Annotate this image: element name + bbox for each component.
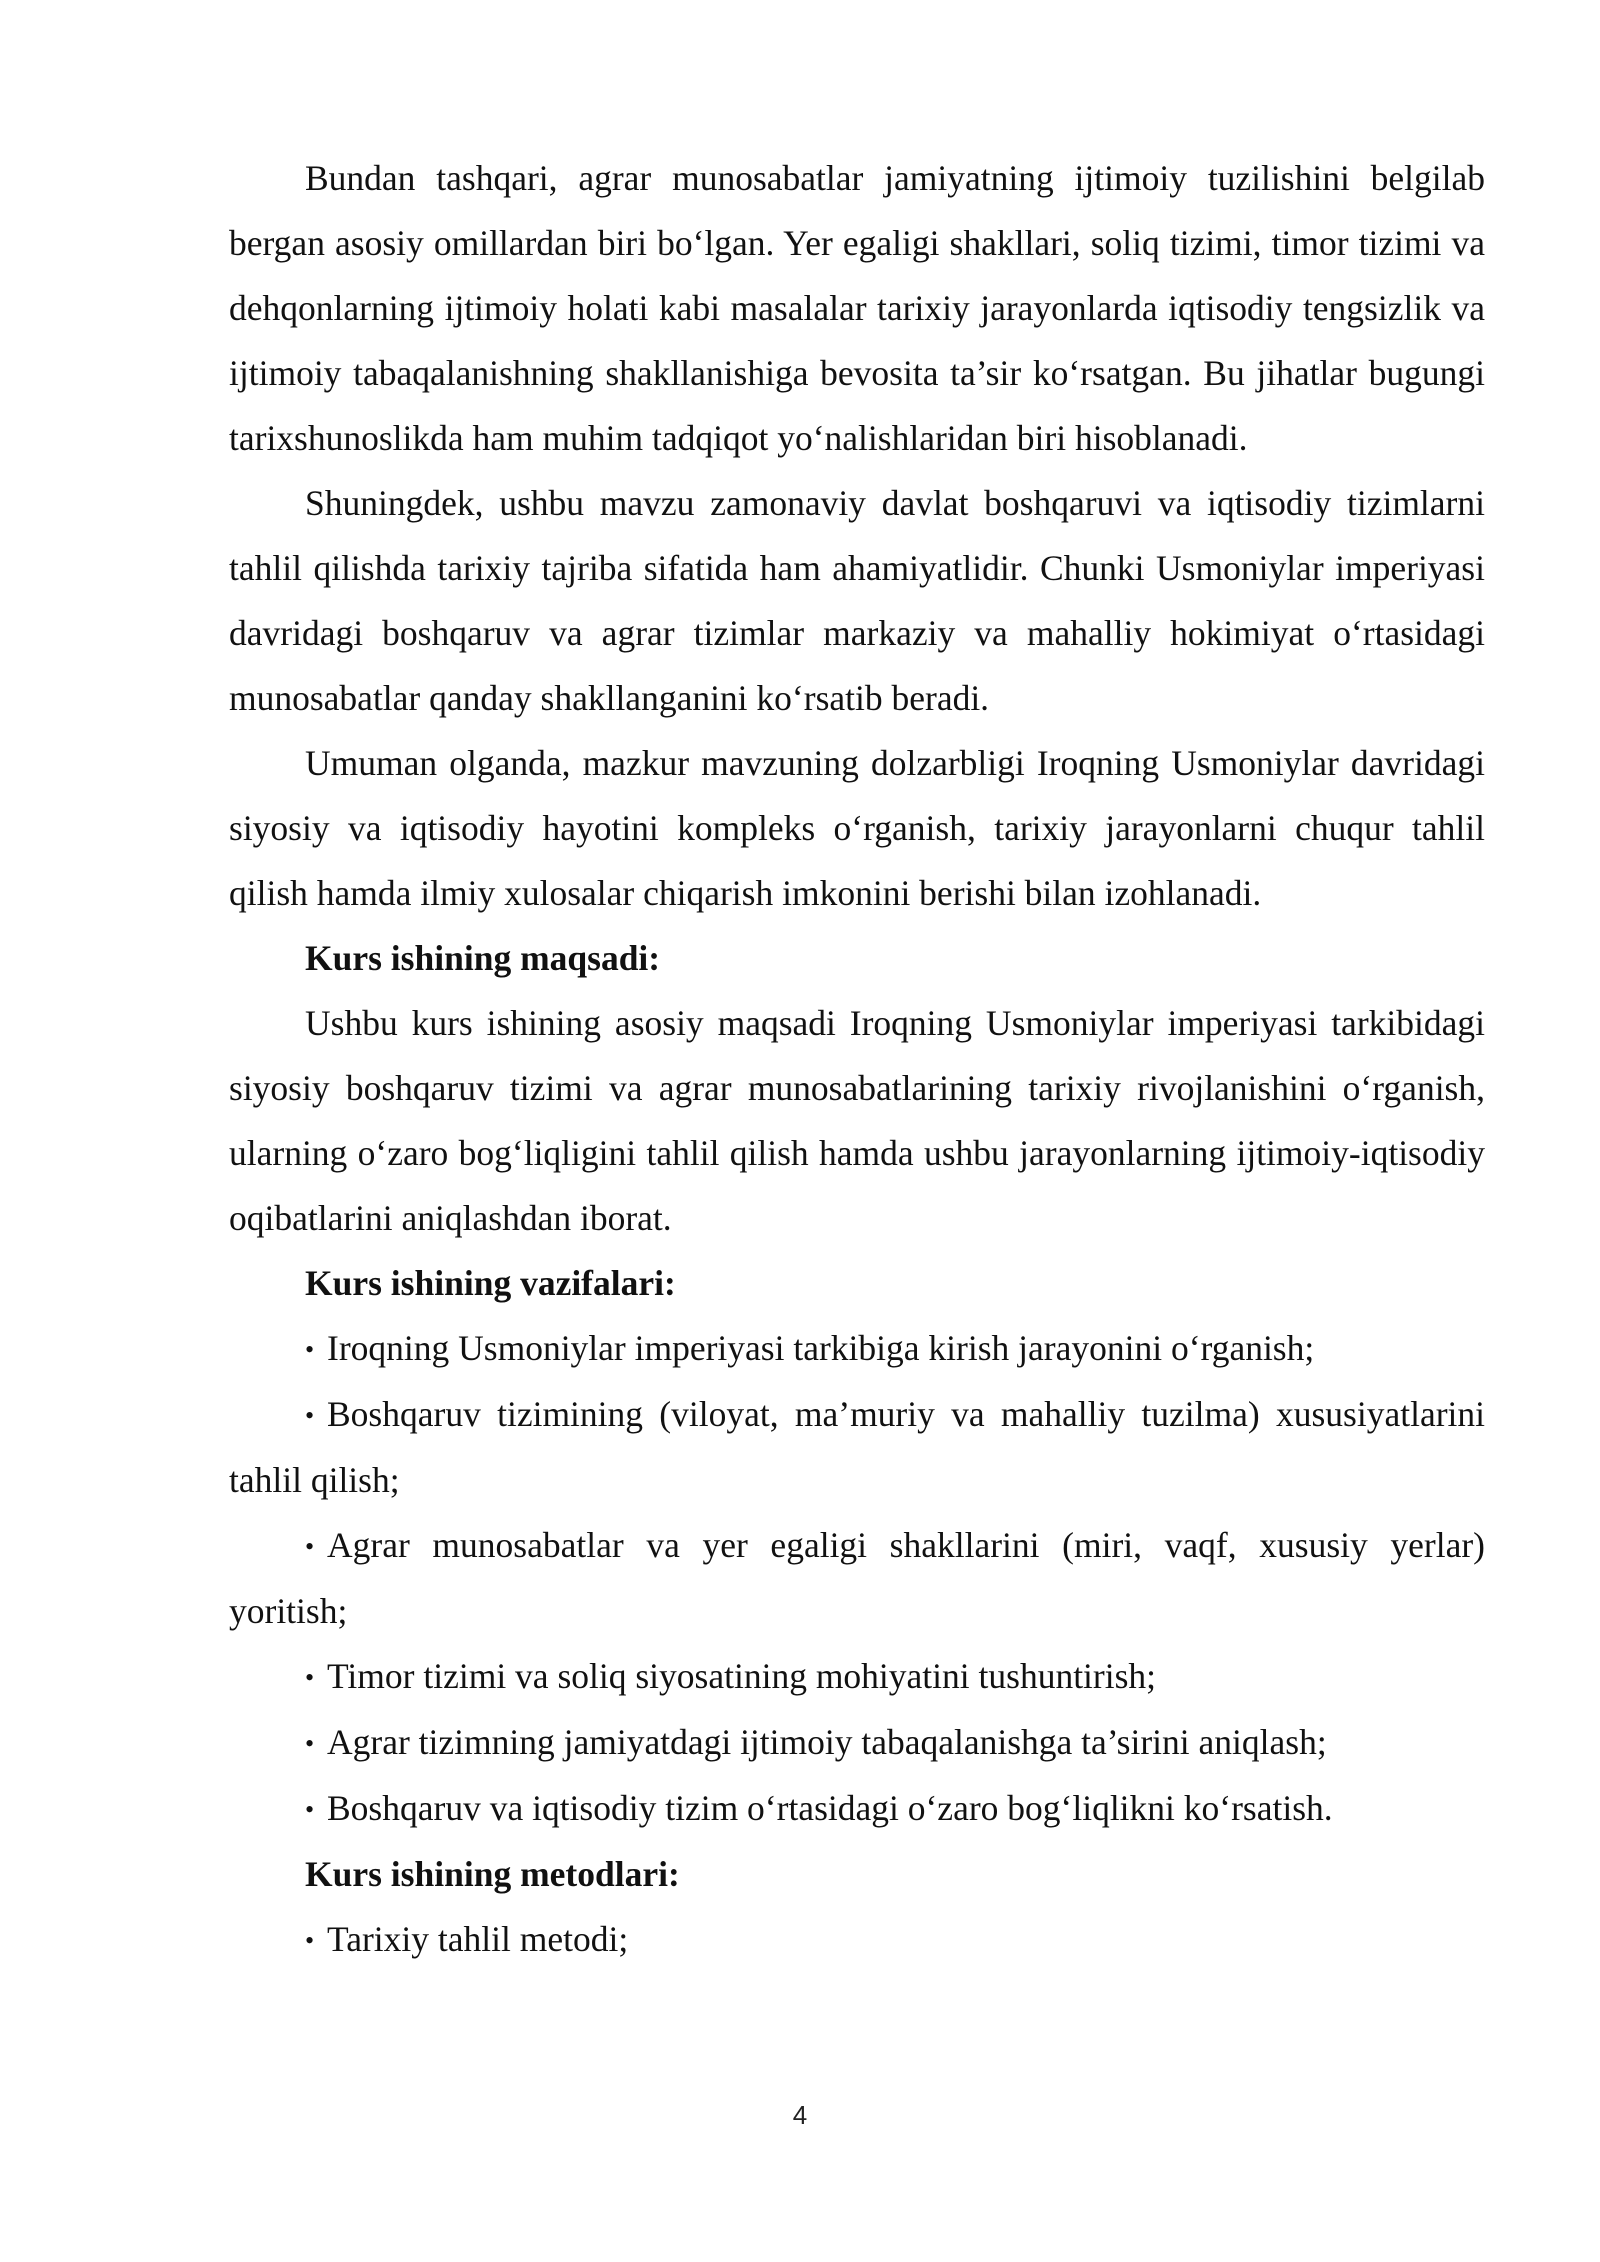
list-item-text: Iroqning Usmoniylar imperiyasi tarkibiga kirish jarayonini o‘rganish; <box>327 1328 1315 1368</box>
bullet-icon: • <box>305 1926 315 1955</box>
list-item-text: Agrar tizimning jamiyatdagi ijtimoiy tabaqalanishga ta’sirini aniqlash; <box>327 1722 1327 1762</box>
paragraph-zamonaviy-boshqaruv: Shuningdek, ushbu mavzu zamonaviy davlat boshqaruvi va iqtisodiy tizimlarni tahlil qilishda tarixiy tajriba sifatida ham ahamiyatlidir. Chunki Usmoniylar imperiyasi davridagi boshqaruv va agrar tizimlar markaziy va mahalliy hokimiyat o‘rtasidagi munosabatlar qanday shakllanganini ko‘rsatib beradi. <box>229 483 1485 718</box>
paragraph-agrar-munosabatlar: Bundan tashqari, agrar munosabatlar jamiyatning ijtimoiy tuzilishini belgilab bergan asosiy omillardan biri bo‘lgan. Yer egaligi shakllari, soliq tizimi, timor tizimi va dehqonlarning ijtimoiy holati kabi masalalar tarixiy jarayonlarda iqtisodiy tengsizlik va ijtimoiy tabaqalanishning shakllanishiga bevosita ta’sir ko‘rsatgan. Bu jihatlar bugungi tarixshunoslikda ham muhim tadqiqot yo‘nalishlaridan biri hisoblanadi. <box>229 158 1485 458</box>
list-item <box>229 1382 1485 1513</box>
bullet-icon: • <box>305 1401 315 1430</box>
heading-maqsad: Kurs ishining maqsadi: <box>305 938 661 978</box>
bullet-icon: • <box>305 1663 315 1692</box>
heading-vazifalar: Kurs ishining vazifalari: <box>305 1263 676 1303</box>
bullet-icon: • <box>305 1729 315 1758</box>
list-item-text: Boshqaruv tizimining (viloyat, ma’muriy va mahalliy tuzilma) xususiyatlarini tahlil qilish; <box>229 1394 1485 1500</box>
list-item-text: Boshqaruv va iqtisodiy tizim o‘rtasidagi o‘zaro bog‘liqlikni ko‘rsatish. <box>327 1788 1333 1828</box>
list-item-text: Tarixiy tahlil metodi; <box>327 1919 629 1959</box>
list-item <box>229 1644 1485 1710</box>
list-item <box>229 1907 1485 1973</box>
list-item <box>229 1776 1485 1842</box>
heading-metodlar: Kurs ishining metodlari: <box>305 1854 680 1894</box>
bullet-icon: • <box>305 1335 315 1364</box>
paragraph-dolzarblik: Umuman olganda, mazkur mavzuning dolzarbligi Iroqning Usmoniylar davridagi siyosiy va iqtisodiy hayotini kompleks o‘rganish, tarixiy jarayonlarni chuqur tahlil qilish hamda ilmiy xulosalar chiqarish imkonini berishi bilan izohlanadi. <box>229 743 1485 913</box>
list-item <box>229 1513 1485 1644</box>
page-content <box>229 146 1485 1973</box>
paragraph-maqsad: Ushbu kurs ishining asosiy maqsadi Iroqning Usmoniylar imperiyasi tarkibidagi siyosiy boshqaruv tizimi va agrar munosabatlarining tarixiy rivojlanishini o‘rganish, ularning o‘zaro bog‘liqligini tahlil qilish hamda ushbu jarayonlarning ijtimoiy-iqtisodiy oqibatlarini aniqlashdan iborat. <box>229 1003 1485 1238</box>
list-item <box>229 1316 1485 1382</box>
page-number: 4 <box>792 2100 808 2130</box>
list-item-text: Agrar munosabatlar va yer egaligi shakllarini (miri, vaqf, xususiy yerlar) yoritish; <box>229 1525 1485 1631</box>
list-item <box>229 1710 1485 1776</box>
list-item-text: Timor tizimi va soliq siyosatining mohiyatini tushuntirish; <box>327 1656 1157 1696</box>
bullet-icon: • <box>305 1795 315 1824</box>
bullet-icon: • <box>305 1532 315 1561</box>
